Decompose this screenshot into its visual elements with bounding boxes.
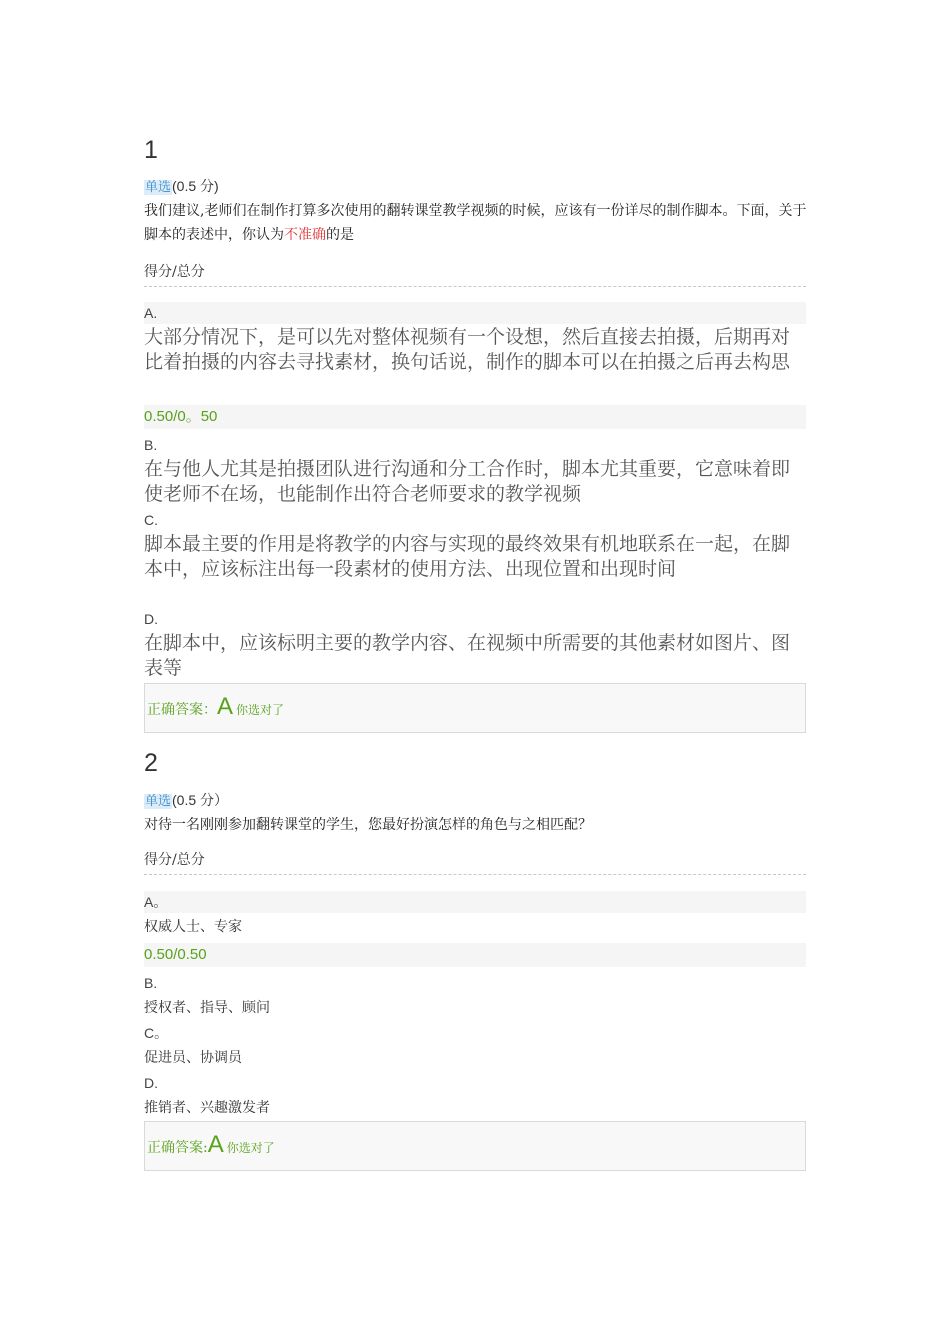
question-number: 2 xyxy=(144,749,158,777)
correct-answer-box xyxy=(144,1121,806,1171)
correct-answer-letter: A xyxy=(207,1131,224,1158)
option-label-b: B. xyxy=(144,437,158,453)
divider xyxy=(144,286,806,287)
correct-answer xyxy=(147,693,284,721)
option-score: 0.50/0。50 xyxy=(144,405,806,429)
correct-answer xyxy=(147,1131,275,1159)
correct-answer-label: 正确答案: xyxy=(147,1140,208,1156)
score-total-label: 得分/总分 xyxy=(144,264,205,280)
correct-answer-box xyxy=(144,683,806,733)
question-type-badge: 单选 xyxy=(145,180,172,195)
answer-result: 你选对了 xyxy=(226,1141,275,1155)
option-text-c[interactable]: 促进员、协调员 xyxy=(144,1050,242,1066)
question-type-badge: 单选 xyxy=(145,794,172,809)
question-number: 1 xyxy=(144,136,158,164)
divider xyxy=(144,874,806,875)
option-label-b: B. xyxy=(144,975,158,991)
option-label-d: D. xyxy=(144,1075,158,1091)
question-text xyxy=(144,199,808,247)
question-meta xyxy=(144,791,228,811)
answer-result: 你选对了 xyxy=(236,703,285,717)
option-label-d: D. xyxy=(144,611,158,627)
option-text-d[interactable]: 推销者、兴趣激发者 xyxy=(144,1100,270,1116)
question-points: (0.5 分) xyxy=(172,178,219,194)
question-meta xyxy=(144,177,219,197)
option-text-a[interactable]: 大部分情况下，是可以先对整体视频有一个设想，然后直接去拍摄，后期再对比着拍摄的内容去寻找素材，换句话说，制作的脚本可以在拍摄之后再去构思 xyxy=(144,326,791,373)
option-label-a: A. xyxy=(144,302,806,324)
question-text-highlight: 不准确 xyxy=(284,227,326,243)
question-text-part: 我们建议,老师们在制作打算多次使用的翻转课堂教学视频的时候，应该有一份详尽的制作脚本。下面，关于脚本的表述中，你认为 xyxy=(144,203,807,243)
option-text-b[interactable]: 授权者、指导、顾问 xyxy=(144,1000,270,1016)
option-label-a: A。 xyxy=(144,891,806,913)
option-label-c: C. xyxy=(144,512,158,528)
correct-answer-label: 正确答案： xyxy=(147,702,217,718)
option-score: 0.50/0.50 xyxy=(144,943,806,967)
question-text: 对待一名刚刚参加翻转课堂的学生，您最好扮演怎样的角色与之相匹配？ xyxy=(144,817,592,833)
score-total-label: 得分/总分 xyxy=(144,852,205,868)
option-text-c[interactable]: 脚本最主要的作用是将教学的内容与实现的最终效果有机地联系在一起，在脚本中，应该标注出每一段素材的使用方法、出现位置和出现时间 xyxy=(144,533,791,580)
option-text-d[interactable]: 在脚本中，应该标明主要的教学内容、在视频中所需要的其他素材如图片、图表等 xyxy=(144,632,791,679)
option-label-c: C。 xyxy=(144,1025,169,1041)
question-points: (0.5 分） xyxy=(172,792,229,808)
option-text-a[interactable]: 权威人士、专家 xyxy=(144,919,242,935)
correct-answer-letter: A xyxy=(217,693,234,720)
option-text-b[interactable]: 在与他人尤其是拍摄团队进行沟通和分工合作时，脚本尤其重要，它意味着即使老师不在场，也能制作出符合老师要求的教学视频 xyxy=(144,458,791,505)
question-text-part: 的是 xyxy=(326,227,354,243)
